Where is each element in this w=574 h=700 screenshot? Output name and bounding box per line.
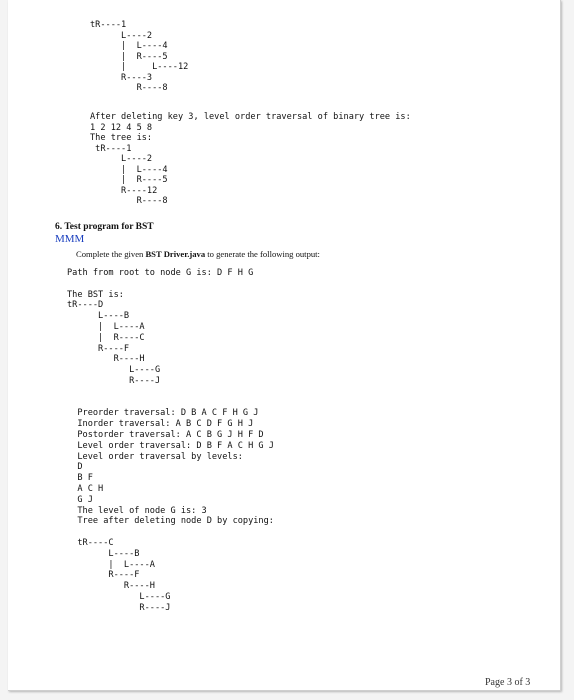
code-line: R----J: [67, 375, 161, 386]
code-line: | L----12: [90, 62, 189, 72]
code-line: R----H: [67, 354, 145, 365]
code-line: Inorder traversal: A B C D F G H J: [67, 419, 254, 430]
code-line: R----8: [90, 196, 168, 206]
code-line: L----B: [67, 311, 130, 322]
page-number: Page 3 of 3: [485, 677, 531, 688]
code-line: R----F: [67, 343, 130, 354]
code-line: L----G: [67, 365, 161, 376]
code-line: | L----4: [90, 41, 168, 51]
code-line: R----12: [90, 185, 158, 196]
instruction-prefix: Complete the given: [76, 249, 146, 259]
expected-output: [67, 268, 274, 614]
code-line: | L----A: [67, 559, 155, 570]
code-line: tR----D: [67, 300, 104, 311]
code-line: L----B: [67, 548, 140, 559]
code-line: Path from root to node G is: D F H G: [67, 268, 254, 278]
code-line: tR----1: [90, 143, 132, 154]
code-line: L----2: [90, 30, 153, 41]
code-line: [67, 527, 274, 538]
code-line: tR----1: [90, 20, 127, 30]
code-line: | R----C: [67, 332, 145, 343]
code-line: D: [67, 462, 83, 473]
code-line: R----8: [90, 83, 168, 93]
code-line: B F: [67, 473, 93, 484]
code-line: The BST is:: [67, 289, 124, 300]
code-line: After deleting key 3, level order traversal of binary tree is:: [90, 112, 411, 122]
code-line: tR----C: [67, 537, 114, 548]
code-line: | L----A: [67, 321, 145, 332]
code-line: Preorder traversal: D B A C F H G J: [67, 408, 259, 419]
code-line: The tree is:: [90, 133, 153, 143]
code-line: R----3: [90, 72, 153, 83]
code-line: Postorder traversal: A C B G J H F D: [67, 429, 264, 440]
document-page: [8, 0, 561, 691]
instruction-text: [76, 249, 320, 259]
section-label: MMM: [55, 233, 85, 245]
code-line: [67, 398, 274, 409]
code-line: Level order traversal: D B F A C H G J: [67, 440, 274, 451]
code-line: G J: [67, 494, 93, 505]
code-line: R----H: [67, 581, 155, 592]
after-delete-output: [90, 112, 411, 207]
code-line: L----G: [67, 591, 171, 602]
instruction-suffix: to generate the following output:: [205, 249, 320, 259]
code-line: 1 2 12 4 5 8: [90, 122, 153, 133]
code-line: R----F: [67, 570, 140, 581]
section-heading: 6. Test program for BST: [55, 222, 154, 232]
code-line: | R----5: [90, 175, 168, 185]
code-line: The level of node G is: 3: [67, 505, 207, 516]
code-line: A C H: [67, 483, 104, 494]
code-line: L----2: [90, 154, 153, 164]
code-line: Tree after deleting node D by copying:: [67, 516, 274, 527]
instruction-file: BST Driver.java: [145, 249, 206, 259]
code-line: [67, 279, 274, 290]
code-line: R----J: [67, 602, 171, 613]
code-line: Level order traversal by levels:: [67, 451, 243, 462]
tree-before-delete: [90, 20, 188, 94]
code-line: | L----4: [90, 164, 168, 175]
code-line: | R----5: [90, 51, 168, 62]
code-line: [67, 387, 274, 398]
